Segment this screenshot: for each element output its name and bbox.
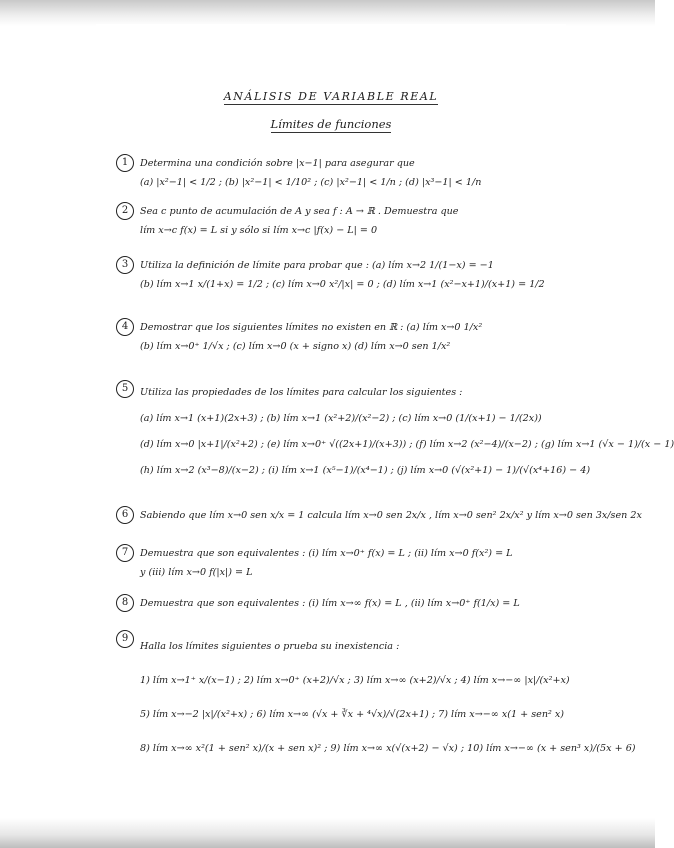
exercise-line: lím x→c f(x) = L si y sólo si lím x→c |f(x) − L| = 0 xyxy=(140,225,378,236)
exercise-line: Sabiendo que lím x→0 sen x/x = 1 calcula lím x→0 sen 2x/x , lím x→0 sen² 2x/x² y lím x→0 sen 3x/sen 2x xyxy=(140,510,642,521)
exercise-line: (b) lím x→0⁺ 1/√x ; (c) lím x→0 (x + signo x) (d) lím x→0 sen 1/x² xyxy=(140,341,451,352)
exercise-line: Demuestra que son equivalentes : (i) lím x→0⁺ f(x) = L ; (ii) lím x→0 f(x²) = L xyxy=(140,548,513,559)
exercise-line: Utiliza la definición de límite para probar que : (a) lím x→2 1/(1−x) = −1 xyxy=(140,260,494,271)
paper-sheet xyxy=(96,24,674,824)
exercise-number: 1 xyxy=(116,154,134,172)
exercise-number: 5 xyxy=(116,380,134,398)
exercise-4 xyxy=(116,318,561,356)
exercise-line: Sea c punto de acumulación de A y sea f : A → ℝ . Demuestra que xyxy=(140,206,459,217)
exercise-line: (a) |x²−1| < 1/2 ; (b) |x²−1| < 1/10² ; (c) |x²−1| < 1/n ; (d) |x³−1| < 1/n xyxy=(140,177,482,188)
exercise-line: (b) lím x→1 x/(1+x) = 1/2 ; (c) lím x→0 x²/|x| = 0 ; (d) lím x→1 (x²−x+1)/(x+1) = 1/2 xyxy=(140,279,545,290)
exercise-line: (h) lím x→2 (x³−8)/(x−2) ; (i) lím x→1 (x⁵−1)/(x⁴−1) ; (j) lím x→0 (√(x²+1) − 1)/(√(x⁴+16) − 4) xyxy=(140,465,591,476)
exercise-line: (d) lím x→0 |x+1|/(x²+2) ; (e) lím x→0⁺ √((2x+1)/(x+3)) ; (f) lím x→2 (x²−4)/(x−2) ; (g) lím x→1 (√x − 1)/(x − 1) xyxy=(140,439,674,450)
exercise-number: 8 xyxy=(116,594,134,612)
exercise-number: 3 xyxy=(116,256,134,274)
exercise-6 xyxy=(116,506,642,525)
exercise-7 xyxy=(116,544,561,582)
exercise-line: 8) lím x→∞ x²(1 + sen² x)/(x + sen x)² ; 9) lím x→∞ x(√(x+2) − √x) ; 10) lím x→−∞ (x + sen³ x)/(5x + 6) xyxy=(140,743,636,754)
exercise-number: 6 xyxy=(116,506,134,524)
exercise-number: 9 xyxy=(116,630,134,648)
exercise-line: Demostrar que los siguientes límites no existen en ℝ : (a) lím x→0 1/x² xyxy=(140,322,483,333)
exercise-line: (a) lím x→1 (x+1)(2x+3) ; (b) lím x→1 (x²+2)/(x²−2) ; (c) lím x→0 (1/(x+1) − 1/(2x)) xyxy=(140,413,542,424)
exercise-1 xyxy=(116,154,561,192)
exercise-line: Demuestra que son equivalentes : (i) lím x→∞ f(x) = L , (ii) lím x→0⁺ f(1/x) = L xyxy=(140,598,520,609)
scan-bottom-edge xyxy=(0,818,655,848)
exercise-number: 4 xyxy=(116,318,134,336)
scan-top-edge xyxy=(0,0,655,26)
exercise-line: 5) lím x→−2 |x|/(x²+x) ; 6) lím x→∞ (√x + ∛x + ⁴√x)/√(2x+1) ; 7) lím x→−∞ x(1 + sen² x) xyxy=(140,709,565,720)
exercise-8 xyxy=(116,594,561,613)
page-subtitle: Límites de funciones xyxy=(270,117,392,131)
exercise-line: y (iii) lím x→0 f(|x|) = L xyxy=(140,567,253,578)
page-title: ANÁLISIS DE VARIABLE REAL xyxy=(223,90,439,103)
exercise-number: 2 xyxy=(116,202,134,220)
exercise-line: Determina una condición sobre |x−1| para asegurar que xyxy=(140,158,415,169)
exercise-9 xyxy=(116,630,636,766)
exercise-number: 7 xyxy=(116,544,134,562)
exercise-line: 1) lím x→1⁺ x/(x−1) ; 2) lím x→0⁺ (x+2)/√x ; 3) lím x→∞ (x+2)/√x ; 4) lím x→−∞ |x|/(x²+x) xyxy=(140,675,570,686)
exercise-line: Halla los límites siguientes o prueba su inexistencia : xyxy=(140,641,400,652)
exercise-5 xyxy=(116,380,674,484)
exercise-2 xyxy=(116,202,561,240)
exercise-3 xyxy=(116,256,561,294)
exercise-line: Utiliza las propiedades de los límites para calcular los siguientes : xyxy=(140,387,463,398)
